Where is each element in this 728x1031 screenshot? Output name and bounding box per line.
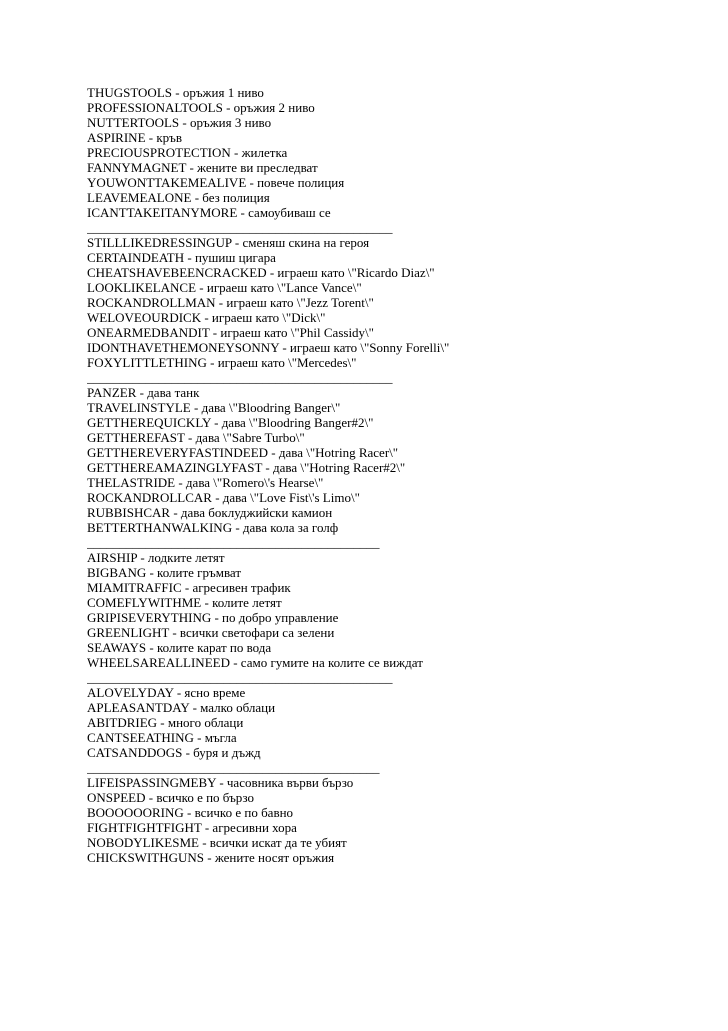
- cheat-line: GETTHEREVERYFASTINDEED - дава \"Hotring Racer\": [87, 445, 399, 460]
- cheat-line: AIRSHIP - лодките летят: [87, 550, 225, 565]
- cheat-line: ROCKANDROLLCAR - дава \"Love Fist\'s Limo\": [87, 490, 360, 505]
- cheat-line: ASPIRINE - кръв: [87, 130, 183, 145]
- cheat-list-document: [87, 85, 687, 865]
- cheat-line: IDONTHAVETHEMONEYSONNY - играеш като \"Sonny Forelli\": [87, 340, 450, 355]
- cheat-line: LIFEISPASSINGMEBY - часовника върви бързо: [87, 775, 354, 790]
- cheat-line: GETTHEREAMAZINGLYFAST - дава \"Hotring Racer#2\": [87, 460, 406, 475]
- cheat-line: GREENLIGHT - всички светофари са зелени: [87, 625, 335, 640]
- cheat-line: APLEASANTDAY - малко облаци: [87, 700, 276, 715]
- cheat-line: GRIPISEVERYTHING - по добро управление: [87, 610, 339, 625]
- cheat-line: SEAWAYS - колите карат по вода: [87, 640, 272, 655]
- cheat-line: CATSANDDOGS - буря и дъжд: [87, 745, 261, 760]
- cheat-line: GETTHEREQUICKLY - дава \"Bloodring Banger#2\": [87, 415, 374, 430]
- cheat-line: WELOVEOURDICK - играеш като \"Dick\": [87, 310, 326, 325]
- cheat-line: PROFESSIONALTOOLS - оръжия 2 ниво: [87, 100, 315, 115]
- cheat-line: CHEATSHAVEBEENCRACKED - играеш като \"Ricardo Diaz\": [87, 265, 435, 280]
- cheat-line: COMEFLYWITHME - колите летят: [87, 595, 282, 610]
- separator-line: _______________________________________________: [87, 670, 393, 685]
- separator-line: _____________________________________________: [87, 760, 380, 775]
- cheat-line: BOOOOOORING - всичко е по бавно: [87, 805, 294, 820]
- cheat-line: ICANTTAKEITANYMORE - самоубиваш се: [87, 205, 331, 220]
- cheat-line: NUTTERTOOLS - оръжия 3 ниво: [87, 115, 272, 130]
- cheat-line: MIAMITRAFFIC - агресивен трафик: [87, 580, 291, 595]
- cheat-line: CERTAINDEATH - пушиш цигара: [87, 250, 276, 265]
- cheat-line: TRAVELINSTYLE - дава \"Bloodring Banger\": [87, 400, 341, 415]
- cheat-line: FOXYLITTLETHING - играеш като \"Mercedes\": [87, 355, 357, 370]
- cheat-line: RUBBISHCAR - дава боклуджийски камион: [87, 505, 333, 520]
- cheat-line: ONEARMEDBANDIT - играеш като \"Phil Cassidy\": [87, 325, 374, 340]
- cheat-line: YOUWONTTAKEMEALIVE - повече полиция: [87, 175, 345, 190]
- cheat-line: LOOKLIKELANCE - играеш като \"Lance Vance\": [87, 280, 362, 295]
- separator-line: _______________________________________________: [87, 370, 393, 385]
- cheat-line: THUGSTOOLS - оръжия 1 ниво: [87, 85, 264, 100]
- cheat-line: STILLLIKEDRESSINGUP - сменяш скина на героя: [87, 235, 370, 250]
- cheat-line: ONSPEED - всичко е по бързо: [87, 790, 255, 805]
- cheat-line: FIGHTFIGHTFIGHT - агресивни хора: [87, 820, 297, 835]
- separator-line: _____________________________________________: [87, 535, 380, 550]
- cheat-line: ALOVELYDAY - ясно време: [87, 685, 246, 700]
- cheat-line: ROCKANDROLLMAN - играеш като \"Jezz Torent\": [87, 295, 374, 310]
- cheat-line: FANNYMAGNET - жените ви преследват: [87, 160, 318, 175]
- separator-line: _______________________________________________: [87, 220, 393, 235]
- cheat-line: LEAVEMEALONE - без полиция: [87, 190, 270, 205]
- cheat-line: NOBODYLIKESME - всички искат да те убият: [87, 835, 347, 850]
- cheat-line: BIGBANG - колите гръмват: [87, 565, 242, 580]
- cheat-line: GETTHEREFAST - дава \"Sabre Turbo\": [87, 430, 305, 445]
- cheat-line: ABITDRIEG - много облаци: [87, 715, 244, 730]
- cheat-line: PRECIOUSPROTECTION - жилетка: [87, 145, 288, 160]
- cheat-line: WHEELSAREALLINEED - само гумите на колите се виждат: [87, 655, 423, 670]
- cheat-line: CANTSEEATHING - мъгла: [87, 730, 237, 745]
- cheat-line: BETTERTHANWALKING - дава кола за голф: [87, 520, 339, 535]
- cheat-line: CHICKSWITHGUNS - жените носят оръжия: [87, 850, 335, 865]
- cheat-line: THELASTRIDE - дава \"Romero\'s Hearse\": [87, 475, 324, 490]
- cheat-line: PANZER - дава танк: [87, 385, 200, 400]
